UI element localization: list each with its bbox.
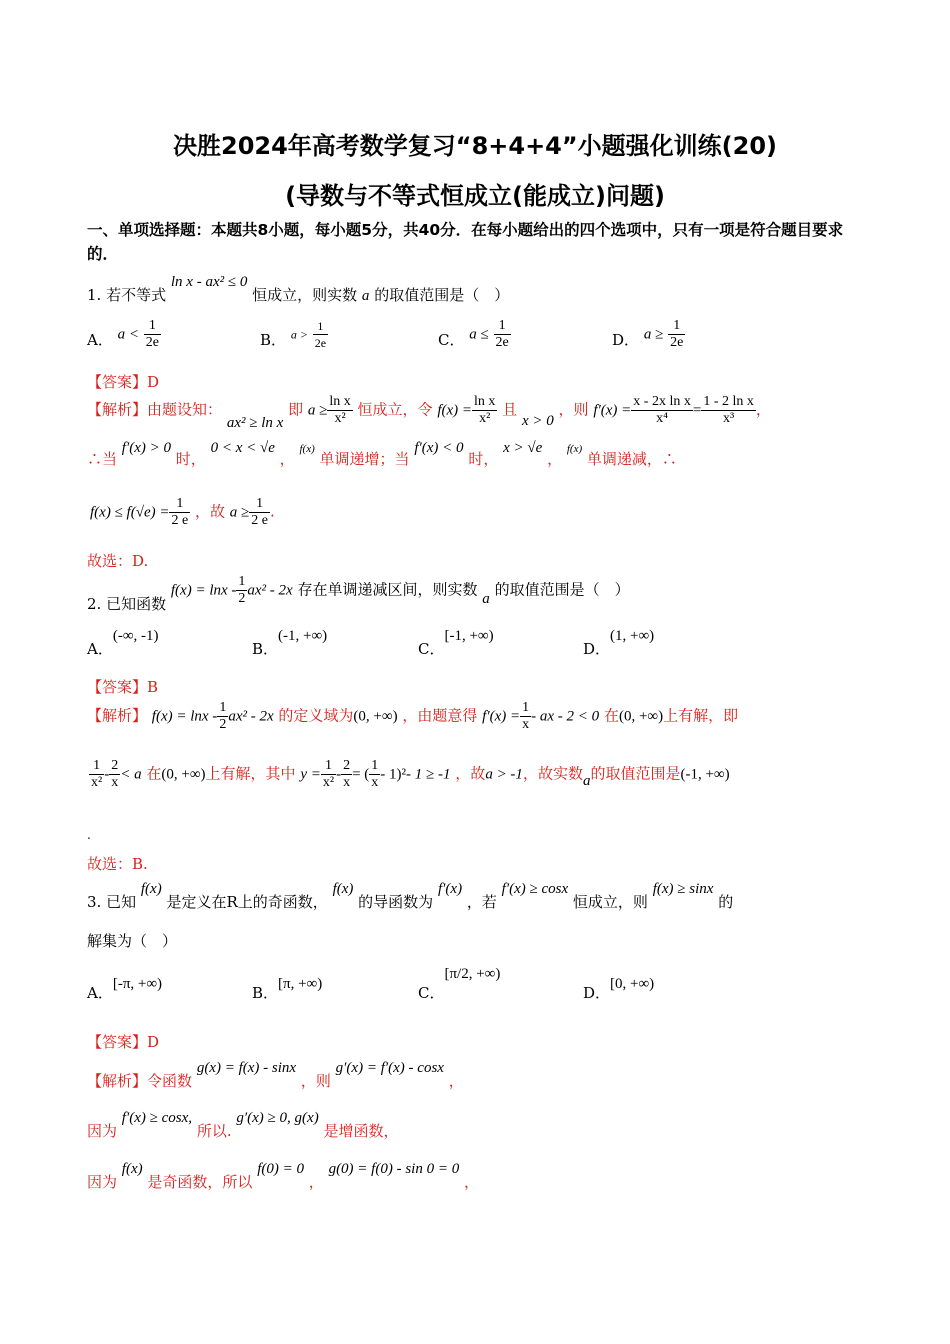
q2-stem-suffix: 存在单调递减区间，则实数 xyxy=(297,580,478,599)
q1-l2-f: ， xyxy=(547,450,563,468)
q1-stem-suffix: 恒成立，则实数 xyxy=(252,286,358,304)
q1-l2-g: 单调递减，∴ xyxy=(586,450,677,468)
q1-deriv-d1: x⁴ xyxy=(656,411,669,426)
q1-opt-a-num: 1 xyxy=(144,318,161,335)
q3-ineq: f(x) ≥ sinx xyxy=(652,881,714,897)
q1-opt-c-den: 2e xyxy=(495,335,509,350)
q3-l3-fx: f(x) xyxy=(121,1161,143,1177)
q2-a-text4: 上有解，即 xyxy=(663,706,739,725)
q3-option-d[interactable] xyxy=(583,972,655,1002)
q3-opt-a-value: [-π, +∞) xyxy=(112,976,163,992)
q1-l2-fx2: f(x) xyxy=(566,443,583,455)
q1-l3-tail: . xyxy=(269,502,275,521)
q1-a1-text: 由题设知： xyxy=(147,400,223,419)
q1-l2-e1: f′(x) > 0 xyxy=(121,440,172,456)
q1-answer: 【答案】D xyxy=(87,373,160,391)
q3-l3-c: ， xyxy=(308,1173,324,1191)
q2-a-expr2: f′(x) = xyxy=(482,708,521,725)
q3-fpx: f′(x) xyxy=(437,881,463,897)
q3-analysis-line3 xyxy=(87,1157,480,1191)
q3-analysis-line1 xyxy=(87,1056,464,1090)
q3-option-b[interactable] xyxy=(252,972,323,1002)
q1-l3-a: ，故 xyxy=(194,502,225,521)
q3-option-c[interactable] xyxy=(418,962,501,1002)
q3-stem-t3: ，若 xyxy=(466,893,497,911)
q1-opt-c-rel: a ≤ xyxy=(469,326,489,343)
section-heading: 一、单项选择题：本题共8小题，每小题5分，共40分．在每小题给出的四个选项中，只有一项是符合题目要求的． xyxy=(87,221,844,263)
q3-stem-t4: 恒成立，则 xyxy=(572,893,648,911)
q3-l3-b: 是奇函数，所以 xyxy=(147,1173,253,1191)
q2-analysis-line2: $\frac{1}{\text{x²}}$ - $\frac{2}{x}$ < a 在(0, +∞)上有解，其中 y = $\frac{1}{\text{x²}}$ - $\frac{2}{x}$ = ( $\frac{1}{x}$ - 1)²- 1 ≥ -1 ，故a > -1，故实数a的取值范围是(-1, +∞) xyxy=(91,758,730,790)
q1-l2-c: ， xyxy=(279,450,295,468)
q3-stem-t1: 是定义在R上的奇函数， xyxy=(166,893,328,911)
q3-stem-prefix: 3. 已知 xyxy=(87,893,137,911)
q3-opt-d-label: D． xyxy=(583,984,611,1002)
q2-opt-a-label: A． xyxy=(87,640,113,658)
q2-opt-d-value: (1, +∞) xyxy=(610,628,655,644)
q1-l2-e: 时， xyxy=(468,450,499,468)
q2-a-text3: 在 xyxy=(603,706,619,725)
q1-l2-e2: 0 < x < √e xyxy=(210,440,275,456)
q3-stem-t5: 的 xyxy=(718,893,734,911)
q1-opt-c-num: 1 xyxy=(494,318,511,335)
q1-opt-d-label: D． xyxy=(612,330,640,349)
q2-option-a[interactable] xyxy=(87,624,159,658)
q1-opt-b-rel: a > xyxy=(290,327,308,342)
q2-b-expr1b: < a xyxy=(120,766,142,783)
q2-a-expr1: f(x) = lnx - xyxy=(151,708,218,725)
q1-stem-prefix: 1. 若不等式 xyxy=(87,286,167,304)
q3-l1-expr1: g(x) = f(x) - sinx xyxy=(196,1060,297,1076)
q3-analysis-line2 xyxy=(87,1106,399,1140)
q3-opt-a-label: A． xyxy=(87,984,113,1002)
q2-b-text3: ，故 xyxy=(455,764,486,783)
q3-l1-b: ，则 xyxy=(300,1072,331,1090)
q1-l3-expr: f(x) ≤ f(√e) = xyxy=(90,504,170,521)
q3-l1-c: ， xyxy=(448,1072,464,1090)
q1-stem-expr: ln x - ax² ≤ 0 xyxy=(170,274,248,290)
q3-opt-b-label: B． xyxy=(252,984,279,1002)
q2-stem-end: 的取值范围是（ ） xyxy=(494,580,630,599)
q3-stem-line2: 解集为（ ） xyxy=(87,932,178,950)
q1-opt-b-den: 2e xyxy=(314,336,327,350)
q2-opt-d-label: D． xyxy=(583,640,611,658)
q1-l2-d: 单调递增；当 xyxy=(319,450,410,468)
q3-analysis-tag: 【解析】 xyxy=(87,1072,148,1090)
q2-opt-b-value: (-1, +∞) xyxy=(278,628,328,644)
q3-fx-2: f(x) xyxy=(332,881,354,897)
q3-l2-expr2: g′(x) ≥ 0, g(x) xyxy=(236,1110,319,1126)
q3-l3-expr1: f(0) = 0 xyxy=(257,1161,304,1177)
q1-a1-f: ，则 xyxy=(558,400,589,419)
q2-conclusion: 故选：B. xyxy=(87,855,148,873)
q2-stem: 2. 已知函数 f(x) = lnx - $\frac{1}{2}$ ax² - 2x 存在单调递减区间，则实数 a 的取值范围是（ ） xyxy=(87,574,630,613)
q1-l3-den: 2 e xyxy=(171,513,189,528)
q1-opt-b-label: B． xyxy=(260,330,287,349)
q1-stem xyxy=(87,274,510,305)
q3-opt-c-label: C． xyxy=(418,984,445,1002)
q1-l2-b: 时， xyxy=(175,450,206,468)
q1-deriv-n1: x - 2x ln x xyxy=(633,394,691,409)
q2-dot: . xyxy=(87,828,91,842)
q2-option-b[interactable] xyxy=(252,624,328,658)
q2-b-expr4: a > -1 xyxy=(485,766,523,783)
q1-l2-e3: f′(x) < 0 xyxy=(414,440,464,456)
q3-l1-a: 令函数 xyxy=(147,1072,193,1090)
q2-answer: 【答案】B xyxy=(87,678,159,696)
q1-deriv: f′(x) = xyxy=(593,402,632,419)
q1-l2-a: ∴当 xyxy=(87,450,118,468)
q3-stem xyxy=(87,877,734,911)
q2-a-expr1b: ax² - 2x xyxy=(228,708,274,725)
q1-option-c[interactable] xyxy=(438,318,511,351)
q3-l3-d: ， xyxy=(464,1173,480,1191)
q1-deriv-d2: x³ xyxy=(723,411,735,426)
q2-option-d[interactable] xyxy=(583,624,655,658)
q1-opt-a-label: A． xyxy=(87,330,113,349)
q2-a-dom: (0, +∞) xyxy=(353,708,398,725)
q1-analysis-line2 xyxy=(87,440,677,469)
q1-conclusion: 故选：D. xyxy=(87,552,149,570)
q1-a1-c: 恒成立，令 xyxy=(357,400,433,419)
q1-option-a[interactable] xyxy=(87,318,161,351)
q2-option-c[interactable] xyxy=(418,624,494,658)
q3-l2-c: 是增函数， xyxy=(323,1122,399,1140)
q2-b-text5: 的取值范围是 xyxy=(590,764,681,783)
q1-stem-end: 的取值范围是（ ） xyxy=(374,286,510,304)
q3-l2-a: 因为 xyxy=(87,1122,118,1140)
q3-fx: f(x) xyxy=(140,881,162,897)
q1-opt-d-num: 1 xyxy=(668,318,685,335)
q1-a1-b: 即 xyxy=(288,400,304,419)
q1-a1-e: x > 0 xyxy=(521,412,554,429)
q2-b-expr2: y = xyxy=(300,766,321,783)
q2-opt-a-value: (-∞, -1) xyxy=(112,628,159,644)
q1-opt-d-den: 2e xyxy=(670,335,684,350)
q1-opt-d-rel: a ≥ xyxy=(643,326,664,343)
q3-l2-b: 所以. xyxy=(196,1122,232,1140)
q1-l3-num: 1 xyxy=(169,496,190,513)
q3-opt-b-value: [π, +∞) xyxy=(278,976,323,992)
q1-l3-expr2: a ≥ xyxy=(229,504,250,521)
q2-stem-expr2: ax² - 2x xyxy=(247,582,293,599)
q1-deriv-n2: 1 - 2 ln x xyxy=(703,394,754,409)
q2-stem-expr: f(x) = lnx - xyxy=(170,582,237,599)
q2-b-text2: 上有解，其中 xyxy=(205,764,296,783)
q1-option-d[interactable] xyxy=(612,318,685,351)
q2-a-text2: ，由题意得 xyxy=(402,706,478,725)
q2-b-text1: 在 xyxy=(146,764,162,783)
doc-title: 决胜2024年高考数学复习“8+4+4”小题强化训练(20) xyxy=(173,132,777,160)
q1-opt-a-den: 2e xyxy=(145,335,159,350)
q2-opt-c-label: C． xyxy=(418,640,445,658)
q1-opt-a-rel: a < xyxy=(117,326,139,343)
q1-a1-expr: ax² ≥ ln x xyxy=(226,414,284,431)
q1-opt-c-label: C． xyxy=(438,330,465,349)
q3-l1-expr2: g′(x) = f′(x) - cosx xyxy=(335,1060,444,1076)
q1-analysis-line1: 【解析】由题设知： ax² ≥ ln x 即 a ≥ $\frac{\text{ln x}}{\text{x²}}$ 恒成立，令 f(x) = $\frac{\text{ln x}}{\text{x²}}$ 且 x > 0 ，则 f′(x) = $\frac{\text{x - 2x ln x}}{\text{x⁴}}$ = $\frac{\text{1 - 2 ln x}}{\text{x³}}$ ， xyxy=(87,394,771,431)
doc-subtitle: (导数与不等式恒成立(能成立)问题) xyxy=(285,182,665,210)
q3-opt-d-value: [0, +∞) xyxy=(610,976,655,992)
q1-l2-e4: x > √e xyxy=(503,440,543,456)
q3-cond: f′(x) ≥ cosx xyxy=(501,881,569,897)
q2-b-range: (-1, +∞) xyxy=(680,766,730,783)
q1-l2-fx: f(x) xyxy=(299,443,315,455)
q3-answer: 【答案】D xyxy=(87,1033,160,1051)
q1-var: a xyxy=(361,288,370,304)
q2-b-text4: ，故实数 xyxy=(522,764,583,783)
q1-opt-b-num: 1 xyxy=(313,318,328,335)
q2-analysis-line1: 【解析】 f(x) = lnx - $\frac{1}{2}$ ax² - 2x 的定义域为(0, +∞) ，由题意得 f′(x) = $\frac{1}{x}$ - ax - 2 < 0 在(0, +∞)上有解，即 xyxy=(87,700,739,732)
q1-option-b[interactable] xyxy=(260,318,328,351)
q1-analysis-line3: f(x) ≤ f(√e) = $\frac{1}{2 e}$ ，故 a ≥ $\frac{1}{2 e}$ . xyxy=(90,496,275,528)
q2-opt-c-value: [-1, +∞) xyxy=(444,628,494,644)
q1-analysis-tag: 【解析】 xyxy=(87,400,148,419)
q2-analysis-tag: 【解析】 xyxy=(87,706,148,725)
q2-stem-prefix: 2. 已知函数 xyxy=(87,594,167,613)
q3-stem-t2: 的导函数为 xyxy=(358,893,434,911)
q2-var: a xyxy=(482,590,490,607)
q3-l2-expr1: f′(x) ≥ cosx, xyxy=(121,1110,193,1126)
q3-opt-c-value: [π/2, +∞) xyxy=(444,966,501,982)
q2-a-text1: 的定义域为 xyxy=(278,706,354,725)
q2-a-expr2b: - ax - 2 < 0 xyxy=(531,708,600,725)
q3-l3-expr2: g(0) = f(0) - sin 0 = 0 xyxy=(328,1161,460,1177)
q3-option-a[interactable] xyxy=(87,972,163,1002)
q2-opt-b-label: B． xyxy=(252,640,279,658)
q2-b-expr3: - 1 ≥ -1 xyxy=(406,766,451,783)
q1-a1-d: 且 xyxy=(502,400,518,419)
q3-l3-a: 因为 xyxy=(87,1173,118,1191)
